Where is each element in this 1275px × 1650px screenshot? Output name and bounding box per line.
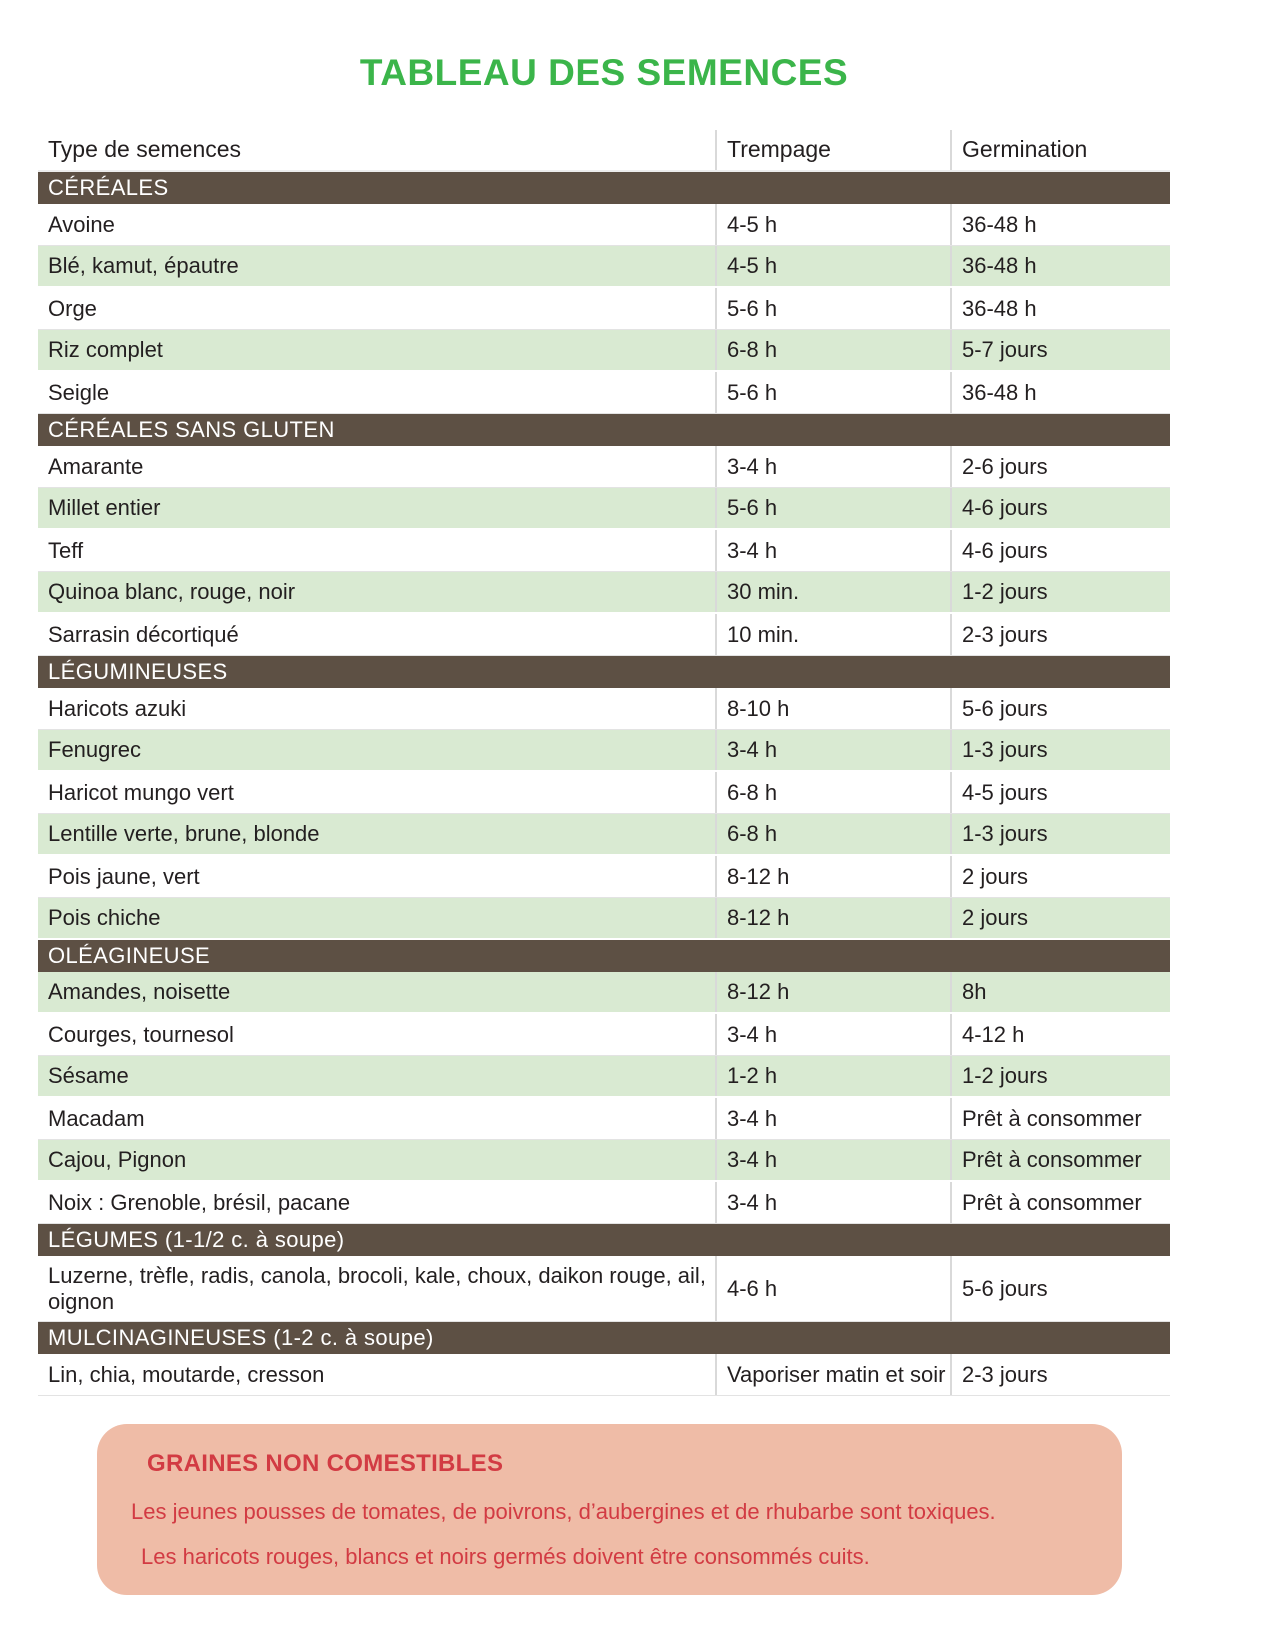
section-header: OLÉAGINEUSE: [38, 940, 1170, 972]
warning-note-line-2: Les haricots rouges, blancs et noirs germés doivent être consommés cuits.: [141, 1544, 870, 1569]
cell-trempage: Vaporiser matin et soir: [715, 1354, 950, 1395]
cell-trempage: 5-6 h: [715, 372, 950, 413]
cell-trempage: 3-4 h: [715, 1014, 950, 1055]
cell-type: Amarante: [48, 453, 144, 479]
table-row: [38, 1256, 1170, 1322]
section-header: MULCINAGINEUSES (1-2 c. à soupe): [38, 1322, 1170, 1354]
cell-trempage: 3-4 h: [715, 446, 950, 487]
cell-germination: 1-2 jours: [950, 572, 1170, 612]
table-body: [38, 172, 1170, 1396]
cell-trempage: 8-12 h: [715, 898, 950, 938]
table-row: [38, 246, 1170, 288]
table-row: [38, 446, 1170, 488]
cell-germination: 4-5 jours: [950, 772, 1170, 813]
table-row: [38, 572, 1170, 614]
cell-germination: 1-2 jours: [950, 1056, 1170, 1096]
table-row: [38, 1056, 1170, 1098]
cell-trempage: 3-4 h: [715, 730, 950, 770]
cell-trempage: 4-5 h: [715, 204, 950, 245]
cell-trempage: 6-8 h: [715, 330, 950, 370]
cell-type: Quinoa blanc, rouge, noir: [48, 579, 296, 605]
table-row: [38, 972, 1170, 1014]
cell-type: Lin, chia, moutarde, cresson: [48, 1361, 325, 1387]
cell-type: Pois chiche: [48, 905, 161, 931]
warning-note-heading: GRAINES NON COMESTIBLES: [147, 1450, 504, 1477]
table-row: [38, 1182, 1170, 1224]
cell-type: Millet entier: [48, 495, 161, 521]
cell-trempage: 3-4 h: [715, 1182, 950, 1223]
table-row: [38, 204, 1170, 246]
cell-trempage: 6-8 h: [715, 814, 950, 854]
cell-trempage: 30 min.: [715, 572, 950, 612]
cell-type: Noix : Grenoble, brésil, pacane: [48, 1189, 351, 1215]
cell-germination: Prêt à consommer: [950, 1140, 1170, 1180]
cell-germination: 4-6 jours: [950, 530, 1170, 571]
cell-germination: 5-6 jours: [950, 1256, 1170, 1321]
cell-type: Cajou, Pignon: [48, 1147, 187, 1173]
cell-trempage: 3-4 h: [715, 530, 950, 571]
cell-type: Teff: [48, 537, 84, 563]
page-title: TABLEAU DES SEMENCES: [359, 52, 849, 93]
cell-trempage: 1-2 h: [715, 1056, 950, 1096]
cell-type: Seigle: [48, 379, 110, 405]
table-header-row: [38, 130, 1170, 172]
cell-germination: 8h: [950, 972, 1170, 1012]
cell-type: Pois jaune, vert: [48, 863, 200, 889]
table-row: [38, 856, 1170, 898]
section-header: LÉGUMINEUSES: [38, 656, 1170, 688]
table-row: [38, 1098, 1170, 1140]
section-header: LÉGUMES (1-1/2 c. à soupe): [38, 1224, 1170, 1256]
table-row: [38, 488, 1170, 530]
cell-trempage: 5-6 h: [715, 488, 950, 528]
cell-trempage: 10 min.: [715, 614, 950, 655]
cell-germination: Prêt à consommer: [950, 1182, 1170, 1223]
cell-germination: 36-48 h: [950, 204, 1170, 245]
table-row: [38, 1354, 1170, 1396]
column-header-germination: Germination: [950, 130, 1170, 170]
cell-germination: 5-7 jours: [950, 330, 1170, 370]
cell-type: Macadam: [48, 1105, 145, 1131]
cell-germination: 1-3 jours: [950, 730, 1170, 770]
cell-germination: 2 jours: [950, 856, 1170, 897]
cell-germination: 2-3 jours: [950, 1354, 1170, 1395]
cell-type: Orge: [48, 295, 97, 321]
cell-germination: 2-6 jours: [950, 446, 1170, 487]
table-row: [38, 330, 1170, 372]
section-header: CÉRÉALES: [38, 172, 1170, 204]
cell-type: Courges, tournesol: [48, 1021, 234, 1047]
cell-germination: 2 jours: [950, 898, 1170, 938]
table-row: [38, 372, 1170, 414]
warning-note-line-1: Les jeunes pousses de tomates, de poivrons, d’aubergines et de rhubarbe sont toxiques.: [131, 1499, 996, 1524]
table-row: [38, 614, 1170, 656]
cell-germination: 36-48 h: [950, 372, 1170, 413]
cell-trempage: 6-8 h: [715, 772, 950, 813]
cell-trempage: 8-12 h: [715, 856, 950, 897]
cell-type: Blé, kamut, épautre: [48, 253, 239, 279]
cell-trempage: 4-5 h: [715, 246, 950, 286]
table-row: [38, 730, 1170, 772]
table-row: [38, 530, 1170, 572]
cell-type: Haricot mungo vert: [48, 779, 234, 805]
warning-note-box: [97, 1424, 1122, 1595]
cell-germination: 5-6 jours: [950, 688, 1170, 729]
cell-germination: 4-6 jours: [950, 488, 1170, 528]
cell-type: Sésame: [48, 1063, 129, 1089]
cell-trempage: 8-12 h: [715, 972, 950, 1012]
cell-type: Fenugrec: [48, 737, 141, 763]
cell-germination: 4-12 h: [950, 1014, 1170, 1055]
table-row: [38, 814, 1170, 856]
table-row: [38, 288, 1170, 330]
page: [0, 52, 1275, 1650]
cell-type: Riz complet: [48, 337, 163, 363]
cell-type: Haricots azuki: [48, 695, 187, 721]
column-header-type: Type de semences: [48, 136, 242, 163]
cell-trempage: 3-4 h: [715, 1140, 950, 1180]
cell-germination: 36-48 h: [950, 246, 1170, 286]
cell-type: Avoine: [48, 211, 115, 237]
column-header-trempage: Trempage: [715, 130, 950, 170]
cell-trempage: 8-10 h: [715, 688, 950, 729]
cell-germination: 1-3 jours: [950, 814, 1170, 854]
table-row: [38, 772, 1170, 814]
cell-germination: Prêt à consommer: [950, 1098, 1170, 1139]
cell-germination: 2-3 jours: [950, 614, 1170, 655]
cell-type: Lentille verte, brune, blonde: [48, 821, 320, 847]
section-header: CÉRÉALES SANS GLUTEN: [38, 414, 1170, 446]
cell-type: Amandes, noisette: [48, 979, 231, 1005]
semences-table: [38, 130, 1170, 1396]
table-row: [38, 898, 1170, 940]
cell-trempage: 5-6 h: [715, 288, 950, 329]
table-row: [38, 688, 1170, 730]
cell-trempage: 4-6 h: [715, 1256, 950, 1321]
cell-germination: 36-48 h: [950, 288, 1170, 329]
table-row: [38, 1140, 1170, 1182]
table-row: [38, 1014, 1170, 1056]
cell-type: Sarrasin décortiqué: [48, 621, 239, 647]
cell-trempage: 3-4 h: [715, 1098, 950, 1139]
cell-type: Luzerne, trèfle, radis, canola, brocoli, kale, choux, daikon rouge, ail, oignon: [48, 1262, 706, 1314]
